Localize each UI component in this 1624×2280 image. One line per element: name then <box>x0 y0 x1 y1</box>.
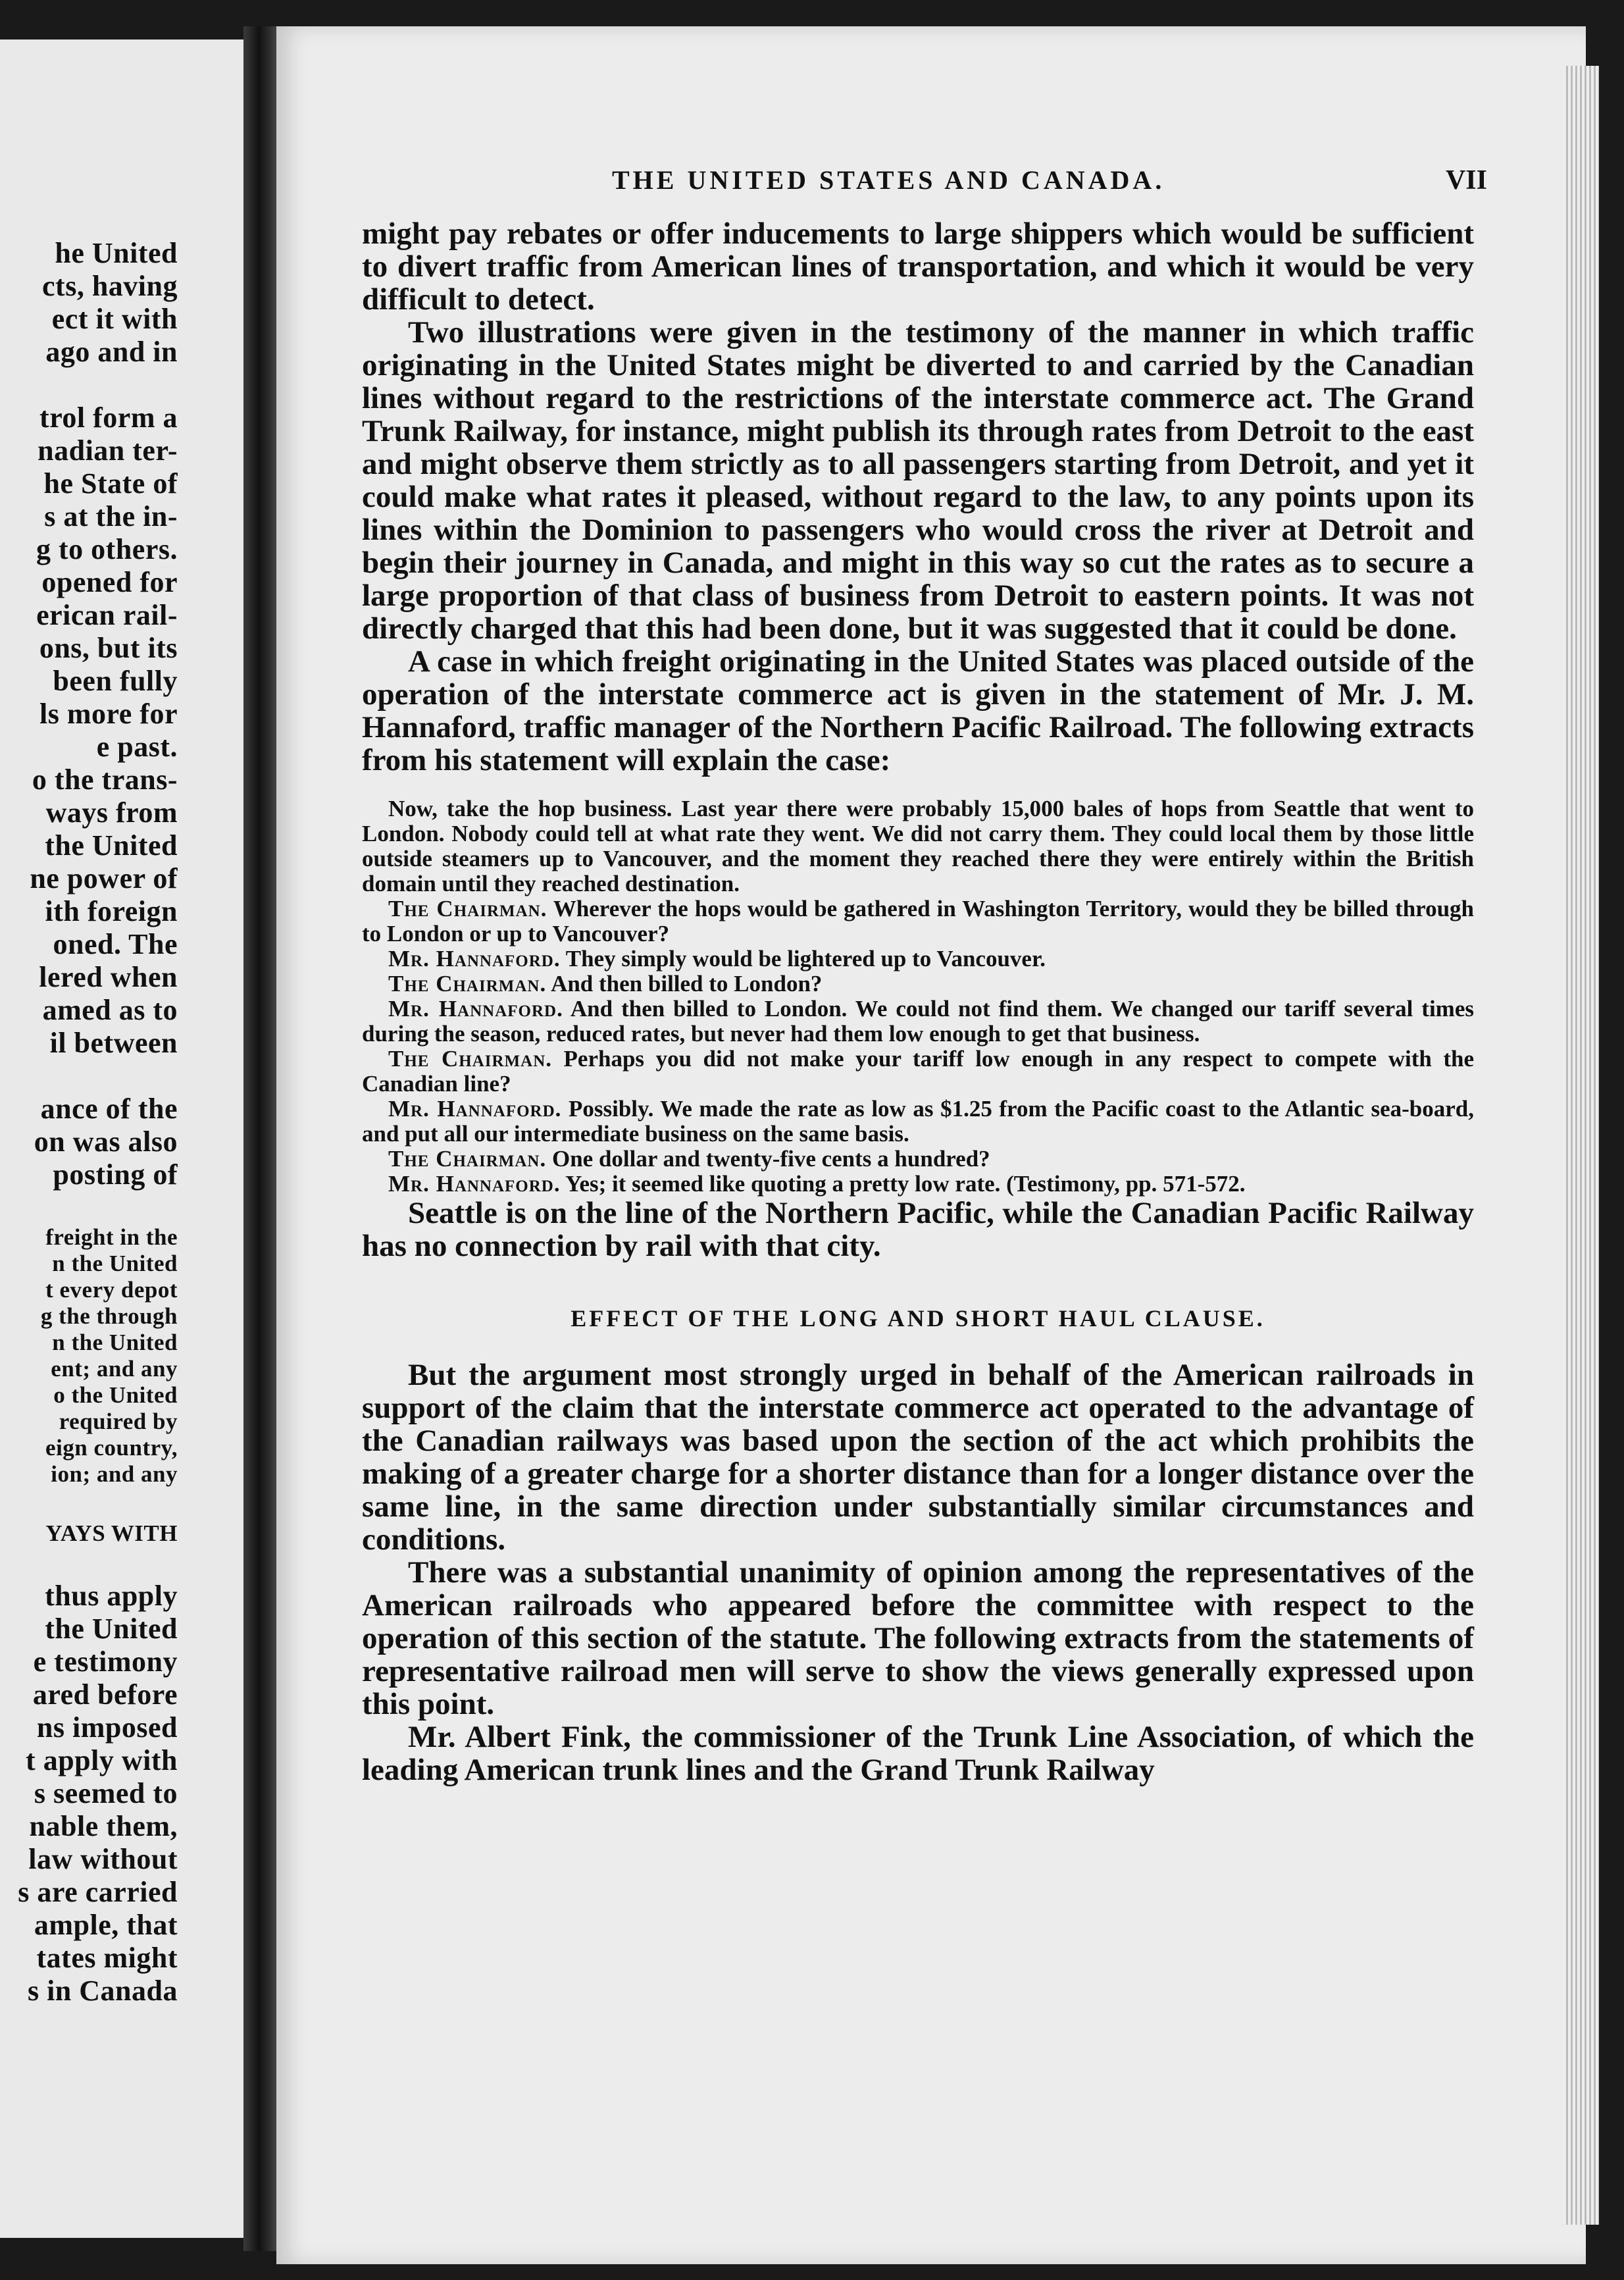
left-page-fragment-line: o the United <box>53 1382 178 1408</box>
left-page-fragment-line: erican rail- <box>36 599 178 631</box>
speaker: The Chairman. <box>388 1046 553 1072</box>
left-page-fragment-line: tates might <box>36 1942 178 1974</box>
left-page-fragment-line: ared before <box>32 1678 178 1711</box>
extract-line: Mr. Hannaford. And then billed to London. We could not find them. We changed our tariff several times during the season, reduced rates, but never had them low enough to get that business. <box>362 996 1474 1047</box>
left-page-fragment-line: t every depot <box>45 1277 178 1303</box>
left-page-fragment-line: ways from <box>45 796 178 829</box>
left-page-fragment-line: the United <box>45 1613 178 1645</box>
left-page-fragment-line: ion; and any <box>51 1461 178 1487</box>
left-page-fragment-line: ns imposed <box>36 1711 178 1744</box>
left-page-fragment-line: amed as to <box>42 994 178 1026</box>
extract-line: The Chairman. Perhaps you did not make your tariff low enough in any respect to compete with the Canadian line? <box>362 1046 1475 1097</box>
left-page-fragment-line: ne power of <box>30 862 178 894</box>
left-page-fragment-line: oned. The <box>53 928 178 960</box>
left-page-fragment-line: e past. <box>96 731 178 763</box>
speaker: Mr. Hannaford. <box>388 1096 562 1122</box>
extract-line: The Chairman. One dollar and twenty-five cents a hundred? <box>388 1146 990 1172</box>
left-page-fragment-line: YAYS WITH <box>45 1520 178 1546</box>
left-page-fragment-line: o the trans- <box>32 764 178 796</box>
left-page-fragment-line: posting of <box>53 1158 178 1191</box>
left-page-fragment-line: trol form a <box>39 402 178 434</box>
left-page-fragment-line: n the United <box>52 1251 178 1276</box>
left-page-fragment-line: ance of the <box>40 1093 178 1125</box>
left-page-fragment-line: s at the in- <box>44 500 178 532</box>
left-page-fragment-line: law without <box>28 1843 178 1875</box>
extract-line: The Chairman. Wherever the hops would be gathered in Washington Territory, would they be billed through to London or up to Vancouver? <box>362 896 1474 946</box>
extract-line: Now, take the hop business. Last year there were probably 15,000 bales of hops from Seattle that went to London. Nobody could tell at what rate they went. We did not carry them. They could local them by those little outside steamers up to Vancouver, and the moment they reached there they were entirely within the British domain until they reached destination. <box>362 796 1474 896</box>
page-content <box>362 165 1487 1787</box>
speaker: Mr. Hannaford. <box>388 996 563 1022</box>
left-page-fragment-line: s in Canada <box>27 1975 178 2007</box>
left-page-fragment-line: ample, that <box>34 1909 178 1941</box>
left-page-fragment-line: been fully <box>53 665 178 697</box>
left-page-fragment-line: t apply with <box>26 1744 178 1776</box>
left-page-fragment-line: ons, but its <box>39 632 178 664</box>
extract-line: Mr. Hannaford. Yes; it seemed like quoting a pretty low rate. (Testimony, pp. 571-572. <box>388 1171 1246 1197</box>
paragraph-1: might pay rebates or offer inducements to large shippers which would be sufficient to divert traffic from American lines of transportation, and which it would be very difficult to detect. <box>362 217 1474 317</box>
speaker: Mr. Hannaford. <box>388 1171 561 1197</box>
speaker: Mr. Hannaford. <box>388 946 561 972</box>
left-page-fragment-line: freight in the <box>45 1224 178 1250</box>
left-page-fragment-line: cts, having <box>42 270 178 302</box>
left-page-fragment-line: the United <box>45 829 178 862</box>
section-heading: EFFECT OF THE LONG AND SHORT HAUL CLAUSE. <box>571 1305 1265 1332</box>
left-page-fragment-line: on was also <box>34 1126 178 1158</box>
left-page-fragment-line: he State of <box>43 467 178 500</box>
left-page-fragment-line: s seemed to <box>34 1777 178 1809</box>
page-header <box>362 165 1487 217</box>
paragraph-3: A case in which freight originating in the United States was placed outside of the operation of the interstate commerce act is given in the statement of Mr. J. M. Hannaford, traffic manager of the Northern Pacific Railroad. The following extracts from his statement will explain the case: <box>362 644 1474 777</box>
left-page-fragment-line: lered when <box>39 961 178 993</box>
right-page <box>276 26 1586 2264</box>
page-number: VII <box>1445 165 1487 195</box>
left-page-fragment <box>0 39 250 2238</box>
extract-line: Mr. Hannaford. They simply would be lightered up to Vancouver. <box>388 946 1046 972</box>
extract-line: The Chairman. And then billed to London? <box>388 971 823 997</box>
left-page-fragment-line: g the through <box>40 1303 178 1329</box>
left-page-fragment-line: n the United <box>52 1330 178 1355</box>
left-page-fragment-line: il between <box>49 1027 178 1059</box>
paragraph-6: There was a substantial unanimity of opinion among the representatives of the American railroads who appeared before the committee with respect to the operation of this section of the statute. The following extracts from the statements of representative railroad men will serve to show the views generally expressed upon this point. <box>362 1555 1474 1721</box>
testimony-extract <box>362 796 1474 1197</box>
left-page-fragment-line: he United <box>55 237 178 269</box>
speaker: The Chairman. <box>388 971 547 997</box>
left-page-fragment-line: ent; and any <box>51 1356 178 1382</box>
speaker: The Chairman. <box>388 896 547 921</box>
paragraph-2: Two illustrations were given in the testimony of the manner in which traffic originating in the United States might be diverted to and carried by the Canadian lines without regard to the restrictions of the interstate commerce act. The Grand Trunk Railway, for instance, might publish its through rates from Detroit to the east and might observe them strictly as to all passengers starting from Detroit, and yet it could make what rates it pleased, without regard to the law, to any points upon its lines within the Dominion to passengers who would cross the river at Detroit and begin their journey in Canada, and might in this way so cut the rates as to secure a large proportion of that class of business from Detroit to eastern points. It was not directly charged that this had been done, but it was suggested that it could be done. <box>362 315 1474 646</box>
left-page-fragment-line: required by <box>59 1409 178 1434</box>
left-page-fragment-line: ect it with <box>51 303 178 335</box>
left-page-fragment-line: nable them, <box>29 1810 178 1842</box>
left-page-fragment-line: ago and in <box>45 336 178 368</box>
left-page-fragment-line: g to others. <box>36 533 178 565</box>
paragraph-4: Seattle is on the line of the Northern Pacific, while the Canadian Pacific Railway has no connection by rail with that city. <box>362 1196 1474 1263</box>
extract-line: Mr. Hannaford. Possibly. We made the rate as low as $1.25 from the Pacific coast to the Atlantic sea-board, and put all our intermediate business on the same basis. <box>362 1096 1474 1147</box>
left-page-fragment-line: ith foreign <box>45 895 178 927</box>
left-page-fragment-line: nadian ter- <box>38 434 178 467</box>
left-page-text-column <box>0 237 178 2008</box>
left-page-fragment-line: ls more for <box>39 698 178 730</box>
page-edge <box>1566 66 1599 2225</box>
left-page-fragment-line: opened for <box>41 566 178 598</box>
paragraph-7: Mr. Albert Fink, the commissioner of the Trunk Line Association, of which the leading American trunk lines and the Grand Trunk Railway <box>362 1720 1474 1787</box>
left-page-fragment-line: s are carried <box>18 1876 178 1908</box>
left-page-fragment-line: e testimony <box>33 1645 178 1678</box>
left-page-fragment-line: eign country, <box>45 1435 178 1461</box>
left-page-fragment-line: thus apply <box>45 1580 178 1612</box>
running-head: THE UNITED STATES AND CANADA. <box>612 165 1165 195</box>
paragraph-5: But the argument most strongly urged in behalf of the American railroads in support of the claim that the interstate commerce act operated to the advantage of the Canadian railways was based upon the section of the act which prohibits the making of a greater charge for a shorter distance than for a longer distance over the same line, in the same direction under substantially similar circumstances and conditions. <box>362 1358 1474 1557</box>
speaker: The Chairman. <box>388 1146 547 1172</box>
